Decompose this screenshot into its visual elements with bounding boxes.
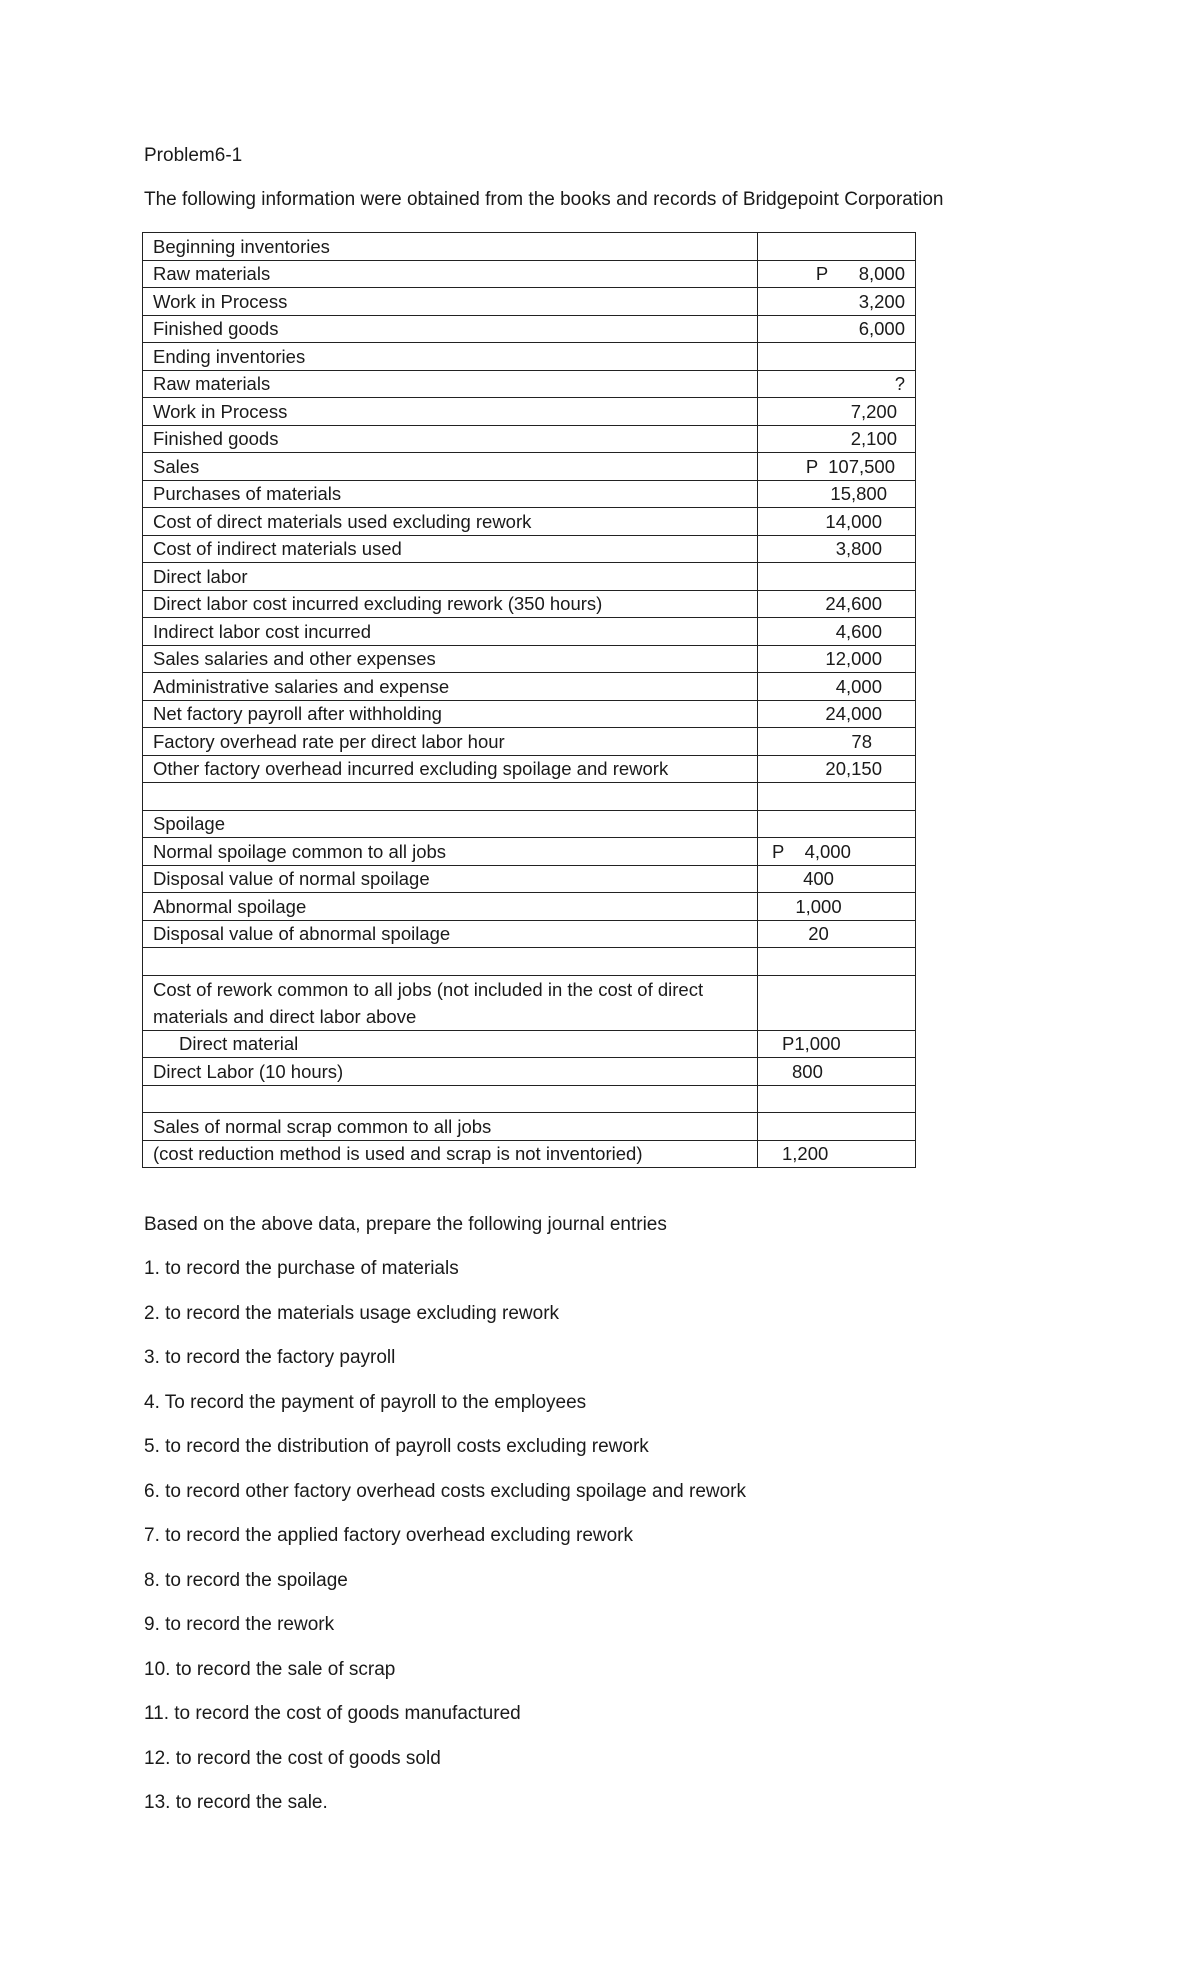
journal-entry-list: [144, 1257, 746, 1836]
row-value: 6,000: [758, 315, 916, 343]
row-value: 3,200: [758, 288, 916, 316]
table-row: [143, 398, 916, 426]
table-row: [143, 645, 916, 673]
row-label: Sales salaries and other expenses: [143, 645, 758, 673]
table-row: [143, 233, 916, 261]
row-label: Disposal value of normal spoilage: [143, 865, 758, 893]
row-label: Finished goods: [143, 425, 758, 453]
list-item: 2. to record the materials usage excluding rework: [144, 1302, 560, 1324]
row-value: P1,000: [758, 1030, 916, 1058]
row-value: 24,000: [758, 700, 916, 728]
row-value: [758, 343, 916, 371]
row-label: Direct labor cost incurred excluding rework (350 hours): [143, 590, 758, 618]
list-item: 4. To record the payment of payroll to the employees: [144, 1391, 587, 1413]
row-label: Disposal value of abnormal spoilage: [143, 920, 758, 948]
list-item: 9. to record the rework: [144, 1614, 335, 1635]
row-value: 20,150: [758, 755, 916, 783]
row-label: Finished goods: [143, 315, 758, 343]
table-row: [143, 563, 916, 591]
table-row: [143, 1085, 916, 1113]
row-label: Spoilage: [143, 810, 758, 838]
row-value: P 107,500: [758, 453, 916, 481]
table-row: [143, 700, 916, 728]
row-value: 1,200: [758, 1140, 916, 1168]
row-label: Cost of rework common to all jobs (not included in the cost of direct materials and direct labor above: [143, 975, 758, 1030]
row-label: Cost of direct materials used excluding rework: [143, 508, 758, 536]
list-item: 8. to record the spoilage: [144, 1569, 348, 1591]
row-value: [758, 233, 916, 261]
table-row: [143, 783, 916, 811]
row-label: Direct labor: [143, 563, 758, 591]
table-row: [143, 755, 916, 783]
table-row: [143, 893, 916, 921]
row-value: 24,600: [758, 590, 916, 618]
document-title: Problem6-1: [144, 145, 243, 166]
row-label: [143, 783, 758, 811]
row-label: Ending inventories: [143, 343, 758, 371]
table-row: [143, 343, 916, 371]
table-row: [143, 260, 916, 288]
row-value: 400: [758, 865, 916, 893]
row-label: Other factory overhead incurred excluding spoilage and rework: [143, 755, 758, 783]
row-label: [143, 948, 758, 976]
row-label: Administrative salaries and expense: [143, 673, 758, 701]
row-value: 800: [758, 1058, 916, 1086]
row-label: (cost reduction method is used and scrap is not inventoried): [143, 1140, 758, 1168]
list-item: 3. to record the factory payroll: [144, 1347, 396, 1368]
row-value: 15,800: [758, 480, 916, 508]
table-row: [143, 865, 916, 893]
table-row: [143, 838, 916, 866]
list-item: 10. to record the sale of scrap: [144, 1658, 396, 1680]
row-value: 4,000: [758, 673, 916, 701]
row-value: 20: [758, 920, 916, 948]
instructions-paragraph: Based on the above data, prepare the following journal entries: [144, 1214, 667, 1235]
table-row: [143, 1113, 916, 1141]
table-row: [143, 480, 916, 508]
row-label: Normal spoilage common to all jobs: [143, 838, 758, 866]
table-row: [143, 315, 916, 343]
row-value: 12,000: [758, 645, 916, 673]
row-label: Raw materials: [143, 370, 758, 398]
table-row: [143, 810, 916, 838]
row-value: 1,000: [758, 893, 916, 921]
row-label: Direct material: [143, 1030, 758, 1058]
table-row: [143, 618, 916, 646]
row-label: Work in Process: [143, 288, 758, 316]
row-value: 78: [758, 728, 916, 756]
table-row: [143, 370, 916, 398]
row-value: [758, 1113, 916, 1141]
row-label: Sales of normal scrap common to all jobs: [143, 1113, 758, 1141]
table-row: [143, 453, 916, 481]
row-label: Sales: [143, 453, 758, 481]
row-value: [758, 563, 916, 591]
table-row: [143, 948, 916, 976]
table-row: [143, 920, 916, 948]
data-table: [142, 232, 916, 1168]
table-row: [143, 1140, 916, 1168]
row-value: P 4,000: [758, 838, 916, 866]
row-value: [758, 1085, 916, 1113]
row-label: Beginning inventories: [143, 233, 758, 261]
row-value: 3,800: [758, 535, 916, 563]
row-value: [758, 948, 916, 976]
list-item: 1. to record the purchase of materials: [144, 1258, 459, 1279]
row-label: Raw materials: [143, 260, 758, 288]
row-label: Factory overhead rate per direct labor hour: [143, 728, 758, 756]
table-row: [143, 1030, 916, 1058]
table-row: [143, 590, 916, 618]
list-item: 7. to record the applied factory overhead excluding rework: [144, 1525, 633, 1546]
list-item: 5. to record the distribution of payroll costs excluding rework: [144, 1436, 649, 1457]
list-item: 13. to record the sale.: [144, 1792, 328, 1813]
table-row: [143, 508, 916, 536]
table-row: [143, 975, 916, 1030]
row-value: 7,200: [758, 398, 916, 426]
row-value: 4,600: [758, 618, 916, 646]
row-label: Direct Labor (10 hours): [143, 1058, 758, 1086]
row-value: [758, 975, 916, 1030]
intro-paragraph: The following information were obtained from the books and records of Bridgepoint Corporation: [144, 189, 944, 210]
row-value: [758, 783, 916, 811]
list-item: 11. to record the cost of goods manufactured: [144, 1703, 521, 1724]
table-row: [143, 535, 916, 563]
row-label: [143, 1085, 758, 1113]
row-label: Cost of indirect materials used: [143, 535, 758, 563]
list-item: 6. to record other factory overhead costs excluding spoilage and rework: [144, 1480, 746, 1502]
row-label: Work in Process: [143, 398, 758, 426]
table-row: [143, 673, 916, 701]
row-label: Indirect labor cost incurred: [143, 618, 758, 646]
row-value: [758, 810, 916, 838]
table-row: [143, 1058, 916, 1086]
row-value: ?: [758, 370, 916, 398]
row-label: Net factory payroll after withholding: [143, 700, 758, 728]
list-item: 12. to record the cost of goods sold: [144, 1747, 441, 1769]
table-row: [143, 425, 916, 453]
row-label: Purchases of materials: [143, 480, 758, 508]
table-row: [143, 728, 916, 756]
row-value: 2,100: [758, 425, 916, 453]
row-label: Abnormal spoilage: [143, 893, 758, 921]
table-row: [143, 288, 916, 316]
row-value: P 8,000: [758, 260, 916, 288]
row-value: 14,000: [758, 508, 916, 536]
